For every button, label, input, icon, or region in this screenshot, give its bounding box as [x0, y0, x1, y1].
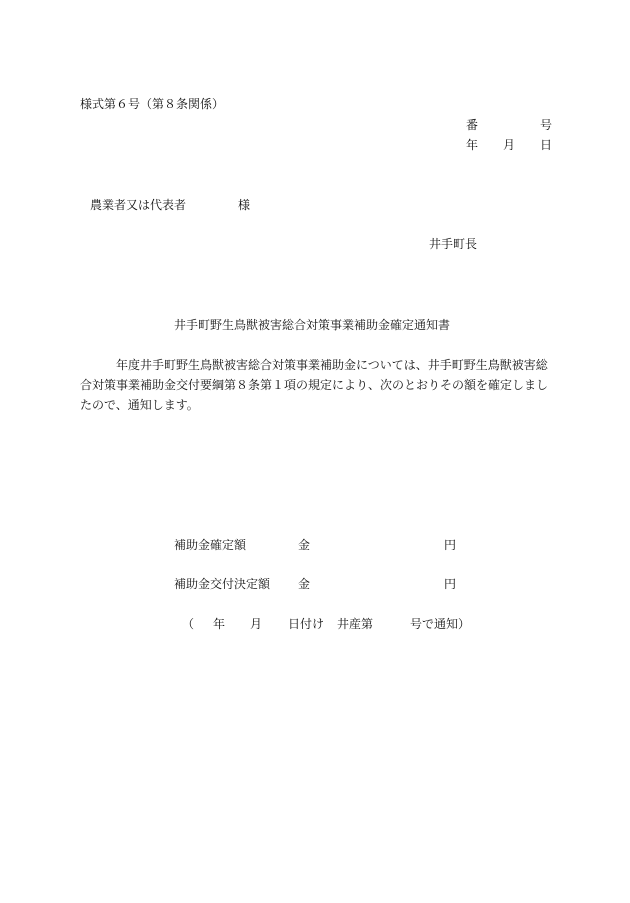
document-title: 井手町野生鳥獣被害総合対策事業補助金確定通知書 [174, 318, 451, 332]
date-month: 月 [503, 138, 516, 152]
confirmed-amount-yen: 円 [444, 538, 457, 552]
notice-office-prefix: 井産第 [337, 617, 374, 631]
document-number-go: 号 [540, 118, 553, 132]
body-paragraph: 年度井手町野生鳥獣被害総合対策事業補助金については、井手町野生鳥獣被害総合対策事業補助金交付要綱第８条第１項の規定により、次のとおりその額を確定しましたので、通知します。 [80, 358, 549, 412]
notice-dated: 日付け [288, 617, 325, 631]
date-year: 年 [466, 138, 479, 152]
confirmed-amount-label: 補助金確定額 [174, 538, 247, 552]
form-label: 様式第６号（第８条関係） [80, 97, 225, 111]
notice-month: 月 [250, 617, 263, 631]
notice-year: 年 [213, 617, 226, 631]
recipient-honorific: 様 [238, 198, 251, 212]
decision-amount-label: 補助金交付決定額 [174, 577, 271, 591]
recipient-label: 農業者又は代表者 [90, 198, 187, 212]
decision-amount-yen: 円 [444, 577, 457, 591]
notice-suffix: 号で通知） [410, 617, 471, 631]
date-day: 日 [540, 138, 553, 152]
issuer-name: 井手町長 [429, 237, 478, 251]
document-number-ban: 番 [466, 118, 479, 132]
confirmed-amount-kin: 金 [298, 538, 311, 552]
decision-amount-kin: 金 [298, 577, 311, 591]
notice-paren-open: （ [182, 617, 195, 631]
